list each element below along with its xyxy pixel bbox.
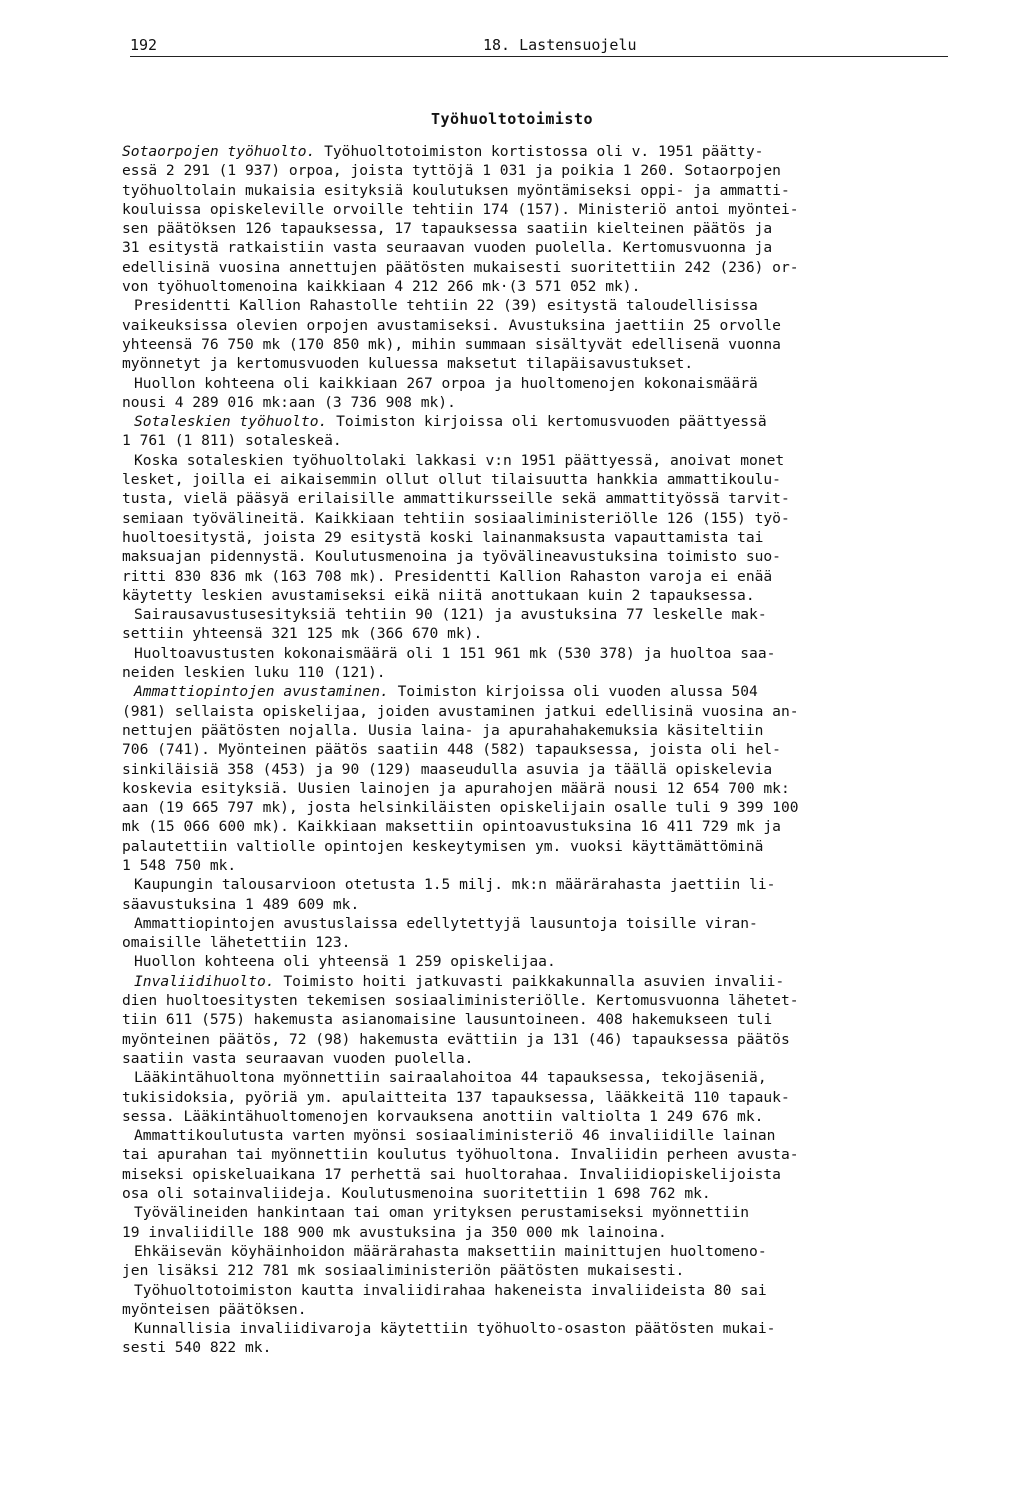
text-line — [122, 644, 952, 663]
text-line — [122, 875, 952, 894]
text-line — [122, 142, 952, 161]
text-line — [122, 933, 952, 952]
text-line — [122, 1184, 952, 1203]
line-text: neiden leskien luku 110 (121). — [122, 664, 386, 682]
line-text: myönteinen päätös, 72 (98) hakemusta evättiin ja 131 (46) tapauksessa päätös — [122, 1030, 790, 1048]
text-line — [122, 451, 952, 470]
text-line — [122, 1261, 952, 1280]
line-text: Työhuoltotoimiston kautta invaliidirahaa hakeneista invaliideista 80 sai — [134, 1281, 767, 1299]
text-line — [122, 952, 952, 971]
text-line — [122, 1107, 952, 1126]
text-line — [122, 1126, 952, 1145]
text-line — [122, 817, 952, 836]
line-text: von työhuoltomenoina kaikkiaan 4 212 266 mk·(3 571 052 mk). — [122, 278, 641, 296]
line-text: miseksi opiskeluaikana 17 perhettä sai huoltorahaa. Invaliidiopiskelijoista — [122, 1165, 781, 1183]
text-line — [122, 1145, 952, 1164]
text-line — [122, 431, 952, 450]
line-text: essä 2 291 (1 937) orpoa, joista tyttöjä 1 031 ja poikia 1 260. Sotaorpojen — [122, 162, 781, 180]
line-text: säavustuksina 1 489 609 mk. — [122, 895, 360, 913]
text-line — [122, 489, 952, 508]
line-text: Ehkäisevän köyhäinhoidon määrärahasta maksettiin mainittujen huoltomeno- — [134, 1242, 767, 1260]
text-line — [122, 1319, 952, 1338]
text-line — [122, 663, 952, 682]
text-line — [122, 702, 952, 721]
text-line — [122, 528, 952, 547]
line-text: Sairausavustusesityksiä tehtiin 90 (121) ja avustuksina 77 leskelle mak- — [134, 606, 767, 624]
line-text: palautettiin valtiolle opintojen keskeytymisen ym. vuoksi käyttämättöminä — [122, 837, 764, 855]
text-line — [122, 412, 952, 431]
line-text: sen päätöksen 126 tapauksessa, 17 tapauksessa saatiin kielteinen päätös ja — [122, 220, 773, 238]
line-text: myönnetyt ja kertomusvuoden kuluessa maksetut tilapäisavustukset. — [122, 355, 694, 373]
line-text: 31 esitystä ratkaistiin vasta seuraavan vuoden puolella. Kertomusvuonna ja — [122, 239, 773, 257]
text-line — [122, 856, 952, 875]
text-line — [122, 1300, 952, 1319]
line-text: Toimiston kirjoissa oli vuoden alussa 504 — [388, 683, 758, 701]
line-text: tai apurahan tai myönnettiin koulutus työhuoltona. Invaliidin perheen avusta- — [122, 1146, 799, 1164]
text-line — [122, 219, 952, 238]
line-text: osa oli sotainvaliideja. Koulutusmenoina suoritettiin 1 698 762 mk. — [122, 1185, 711, 1203]
text-line — [122, 895, 952, 914]
line-text: Huollon kohteena oli yhteensä 1 259 opiskelijaa. — [134, 953, 556, 971]
text-line — [122, 393, 952, 412]
line-text: Ammattiopintojen avustuslaissa edellytettyjä lausuntoja toisille viran- — [134, 914, 758, 932]
line-text: 19 invaliidille 188 900 mk avustuksina ja 350 000 mk lainoina. — [122, 1223, 667, 1241]
text-line — [122, 335, 952, 354]
text-line — [122, 1281, 952, 1300]
text-line — [122, 760, 952, 779]
text-line — [122, 991, 952, 1010]
line-text: 1 548 750 mk. — [122, 856, 237, 874]
section-lead: Sotaleskien työhuolto. — [134, 413, 328, 431]
text-line — [122, 181, 952, 200]
text-line — [122, 1338, 952, 1357]
line-text: settiin yhteensä 321 125 mk (366 670 mk). — [122, 625, 483, 643]
text-line — [122, 509, 952, 528]
line-text: käytetty leskien avustamiseksi eikä niitä anottukaan kuin 2 tapauksessa. — [122, 586, 755, 604]
text-line — [122, 1203, 952, 1222]
section-lead: Sotaorpojen työhuolto. — [122, 143, 316, 160]
text-line — [122, 1242, 952, 1261]
line-text: kouluissa opiskeleville orvoille tehtiin 174 (157). Ministeriö antoi myöntei- — [122, 200, 799, 218]
line-text: sinkiläisiä 358 (453) ja 90 (129) maaseudulla asuvia ja täällä opiskelevia — [122, 760, 773, 778]
line-text: edellisinä vuosina annettujen päätösten mukaisesti suoritettiin 242 (236) or- — [122, 258, 799, 276]
line-text: koskevia esityksiä. Uusien lainojen ja apurahojen määrä nousi 12 654 700 mk: — [122, 779, 790, 797]
line-text: huoltoesitystä, joista 29 esitystä koski lainanmaksusta vapauttamista tai — [122, 528, 764, 546]
section-lead: Ammattiopintojen avustaminen. — [134, 683, 389, 701]
text-line — [122, 470, 952, 489]
line-text: ritti 830 836 mk (163 708 mk). Presidentti Kallion Rahaston varoja ei enää — [122, 567, 773, 585]
line-text: tiin 611 (575) hakemusta asianomaisine lausuntoineen. 408 hakemukseen tuli — [122, 1011, 773, 1029]
line-text: Toimisto hoiti jatkuvasti paikkakunnalla asuvien invalii- — [274, 972, 785, 990]
line-text: (981) sellaista opiskelijaa, joiden avustaminen jatkui edellisinä vuosina an- — [122, 702, 799, 720]
text-line — [122, 1068, 952, 1087]
text-line — [122, 798, 952, 817]
text-line — [122, 547, 952, 566]
text-line — [122, 740, 952, 759]
text-line — [122, 586, 952, 605]
line-text: dien huoltoesitysten tekemisen sosiaaliministeriölle. Kertomusvuonna lähetet- — [122, 992, 799, 1010]
text-line — [122, 721, 952, 740]
text-line — [122, 374, 952, 393]
text-line — [122, 779, 952, 798]
line-text: Ammattikoulutusta varten myönsi sosiaaliministeriö 46 invaliidille lainan — [134, 1127, 776, 1145]
text-line — [122, 238, 952, 257]
text-line — [122, 316, 952, 335]
text-line — [122, 1030, 952, 1049]
line-text: vaikeuksissa olevien orpojen avustamiseksi. Avustuksina jaettiin 25 orvolle — [122, 316, 781, 334]
text-line — [122, 1223, 952, 1242]
line-text: Kaupungin talousarvioon otetusta 1.5 milj. mk:n määrärahasta jaettiin li- — [134, 876, 776, 894]
text-line — [122, 605, 952, 624]
line-text: mk (15 066 600 mk). Kaikkiaan maksettiin opintoavustuksina 16 411 729 mk ja — [122, 818, 781, 836]
text-line — [122, 837, 952, 856]
running-head: 18. Lastensuojelu — [483, 36, 637, 54]
line-text: Koska sotaleskien työhuoltolaki lakkasi v:n 1951 päättyessä, anoivat monet — [134, 451, 785, 469]
text-line — [122, 161, 952, 180]
text-line — [122, 567, 952, 586]
section-title: Työhuoltotoimisto — [430, 110, 594, 128]
line-text: Työvälineiden hankintaan tai oman yrityksen perustamiseksi myönnettiin — [134, 1204, 750, 1222]
line-text: Lääkintähuoltona myönnettiin sairaalahoitoa 44 tapauksessa, tekojäseniä, — [134, 1069, 767, 1087]
line-text: myönteisen päätöksen. — [122, 1300, 307, 1318]
line-text: 706 (741). Myönteinen päätös saatiin 448 (582) tapauksessa, joista oli hel- — [122, 741, 781, 759]
text-line — [122, 354, 952, 373]
line-text: aan (19 665 797 mk), josta helsinkiläisten opiskelijain osalle tuli 9 399 100 — [122, 799, 799, 817]
line-text: nettujen päätösten nojalla. Uusia laina- ja apurahahakemuksia käsiteltiin — [122, 721, 764, 739]
line-text: lesket, joilla ei aikaisemmin ollut ollut tilaisuutta hankkia ammattikoulu- — [122, 471, 781, 489]
text-line — [122, 682, 952, 701]
text-line — [122, 296, 952, 315]
line-text: tusta, vielä pääsyä erilaisille ammattikursseille sekä ammattityössä tarvit- — [122, 490, 790, 508]
text-line — [122, 277, 952, 296]
line-text: jen lisäksi 212 781 mk sosiaaliministeriön päätösten mukaisesti. — [122, 1262, 685, 1280]
line-text: 1 761 (1 811) sotaleskeä. — [122, 432, 342, 450]
page-number: 192 — [130, 36, 158, 54]
text-line — [122, 914, 952, 933]
line-text: Kunnallisia invaliidivaroja käytettiin työhuolto-osaston päätösten mukai- — [134, 1320, 776, 1338]
page-header — [130, 36, 948, 57]
text-line — [122, 1088, 952, 1107]
line-text: maksuajan pidennystä. Koulutusmenoina ja työvälineavustuksina toimisto suo- — [122, 548, 781, 566]
text-line — [122, 972, 952, 991]
line-text: Työhuoltotoimiston kortistossa oli v. 1951 päätty- — [315, 143, 764, 160]
line-text: nousi 4 289 016 mk:aan (3 736 908 mk). — [122, 393, 456, 411]
line-text: Huollon kohteena oli kaikkiaan 267 orpoa ja huoltomenojen kokonaismäärä — [134, 374, 758, 392]
section-lead: Invaliidihuolto. — [134, 972, 275, 990]
line-text: saatiin vasta seuraavan vuoden puolella. — [122, 1049, 474, 1067]
line-text: sessa. Lääkintähuoltomenojen korvauksena anottiin valtiolta 1 249 676 mk. — [122, 1107, 764, 1125]
line-text: sesti 540 822 mk. — [122, 1339, 272, 1357]
line-text: semiaan työvälineitä. Kaikkiaan tehtiin sosiaaliministeriölle 126 (155) työ- — [122, 509, 790, 527]
line-text: Huoltoavustusten kokonaismäärä oli 1 151 961 mk (530 378) ja huoltoa saa- — [134, 644, 776, 662]
text-line — [122, 200, 952, 219]
text-line — [122, 1010, 952, 1029]
line-text: Toimiston kirjoissa oli kertomusvuoden päättyessä — [327, 413, 767, 431]
text-line — [122, 1049, 952, 1068]
text-line — [122, 258, 952, 277]
text-line — [122, 1165, 952, 1184]
body-text — [122, 142, 952, 1358]
text-line — [122, 624, 952, 643]
line-text: tukisidoksia, pyöriä ym. apulaitteita 137 tapauksessa, lääkkeitä 110 tapauk- — [122, 1088, 790, 1106]
line-text: Presidentti Kallion Rahastolle tehtiin 22 (39) esitystä taloudellisissa — [134, 297, 758, 315]
line-text: yhteensä 76 750 mk (170 850 mk), mihin summaan sisältyvät edellisenä vuonna — [122, 335, 781, 353]
line-text: työhuoltolain mukaisia esityksiä koulutuksen myöntämiseksi oppi- ja ammatti- — [122, 181, 790, 199]
line-text: omaisille lähetettiin 123. — [122, 934, 351, 952]
